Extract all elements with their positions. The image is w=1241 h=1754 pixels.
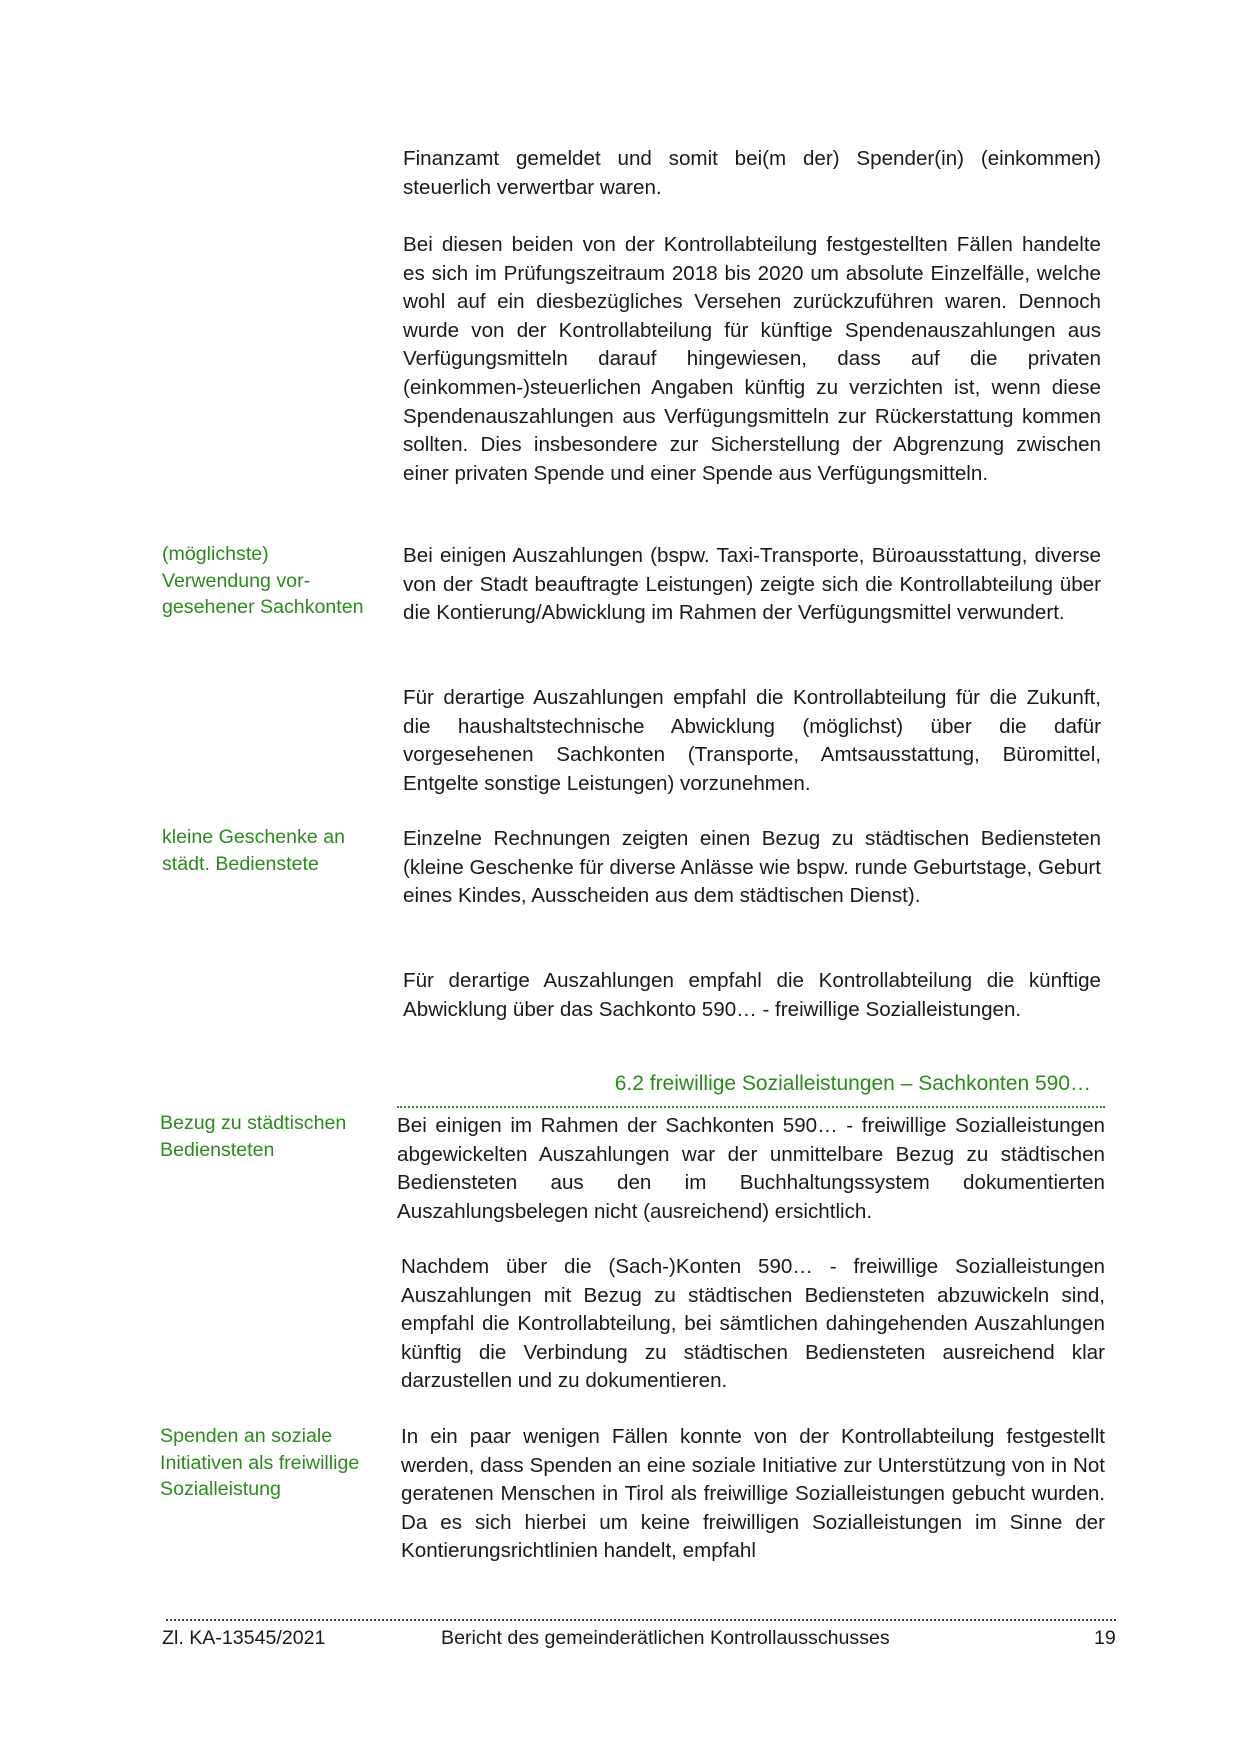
paragraph-9: In ein paar wenigen Fällen konnte von der Kontrollabteilung festgestellt werden, dass Spenden an eine soziale Initiative zur Unterstützung von in Not geratenen Menschen in Tirol als freiwillige Sozialleistungen gebucht wurden. Da es sich hierbei um keine freiwilligen Sozialleistungen im Sinne der Kontierungsrichtlinien handelt, empfahl [401, 1425, 1105, 1563]
paragraph-6: Für derartige Auszahlungen empfahl die Kontrollabteilung die künftige Abwicklung über das Sachkonto 590… - freiwillige Sozialleistungen. [403, 969, 1101, 1021]
paragraph-8: Nachdem über die (Sach-)Konten 590… - freiwillige Sozialleistungen Auszahlungen mit Bezug zu städtischen Bediensteten abzuwickeln sind, empfahl die Kontrollabteilung, bei sämtlichen dahingehenden Auszahlungen künftig die Verbindung zu städtischen Bediensteten ausreichend klar darzustellen und zu dokumentieren. [401, 1255, 1105, 1393]
margin-note-bezug: Bezug zu städtischen Bediensteten [160, 1112, 347, 1161]
paragraph-2: Bei diesen beiden von der Kontrollabteilung festgestellten Fällen handelte es sich im Prüfungszeitraum 2018 bis 2020 um absolute Einzelfälle, welche wohl auf ein diesbezügliches Versehen zurückzuführen waren. Dennoch wurde von der Kontrollabteilung für künftige Spendenauszahlungen aus Verfügungsmitteln darauf hingewiesen, dass auf die privaten (einkommen-)steuerlichen Angaben künftig zu verzichten ist, wenn diese Spendenauszahlungen aus Verfügungsmitteln zur Rückerstattung kommen sollten. Dies insbesondere zur Sicherstellung der Abgrenzung zwischen einer privaten Spende und einer Spende aus Verfügungsmitteln. [403, 233, 1101, 485]
section-heading-text: 6.2 freiwillige Sozialleistungen – Sachkonten 590… [614, 1072, 1091, 1095]
paragraph-1: Finanzamt gemeldet und somit bei(m der) Spender(in) (einkommen) steuerlich verwertbar waren. [403, 147, 1101, 199]
footer-reference: Zl. KA-13545/2021 [162, 1627, 326, 1649]
paragraph-4: Für derartige Auszahlungen empfahl die Kontrollabteilung für die Zukunft, die haushaltstechnische Abwicklung (möglichst) über die dafür vorgesehenen Sachkonten (Transporte, Amtsausstattung, Büromittel, Entgelte sonstige Leistungen) vorzunehmen. [403, 686, 1101, 795]
margin-note-spenden: Spenden an soziale Initiativen als freiwillige Sozialleistung [160, 1425, 360, 1500]
footer-title: Bericht des gemeinderätlichen Kontrollausschusses [441, 1627, 890, 1649]
page-number: 19 [1094, 1627, 1116, 1649]
footer-divider [166, 1619, 1116, 1621]
margin-note-sachkonten: (möglichste) Verwendung vor-gesehener Sachkonten [162, 543, 364, 618]
paragraph-7: Bei einigen im Rahmen der Sachkonten 590… - freiwillige Sozialleistungen abgewickelten Auszahlungen war der unmittelbare Bezug zu städtischen Bediensteten aus den im Buchhaltungssystem dokumentierten Auszahlungsbelegen nicht (ausreichend) ersichtlich. [397, 1114, 1105, 1223]
paragraph-3: Bei einigen Auszahlungen (bspw. Taxi-Transporte, Büroausstattung, diverse von der Stadt beauftragte Leistungen) zeigte sich die Kontrollabteilung über die Kontierung/Abwicklung im Rahmen der Verfügungsmittel verwundert. [403, 544, 1101, 625]
paragraph-5: Einzelne Rechnungen zeigten einen Bezug zu städtischen Bediensteten (kleine Geschenke für diverse Anlässe wie bspw. runde Geburtstage, Geburt eines Kindes, Ausscheiden aus dem städtischen Dienst). [403, 827, 1101, 908]
section-heading [397, 1068, 1105, 1108]
margin-note-geschenke: kleine Geschenke an städt. Bedienstete [162, 826, 345, 875]
